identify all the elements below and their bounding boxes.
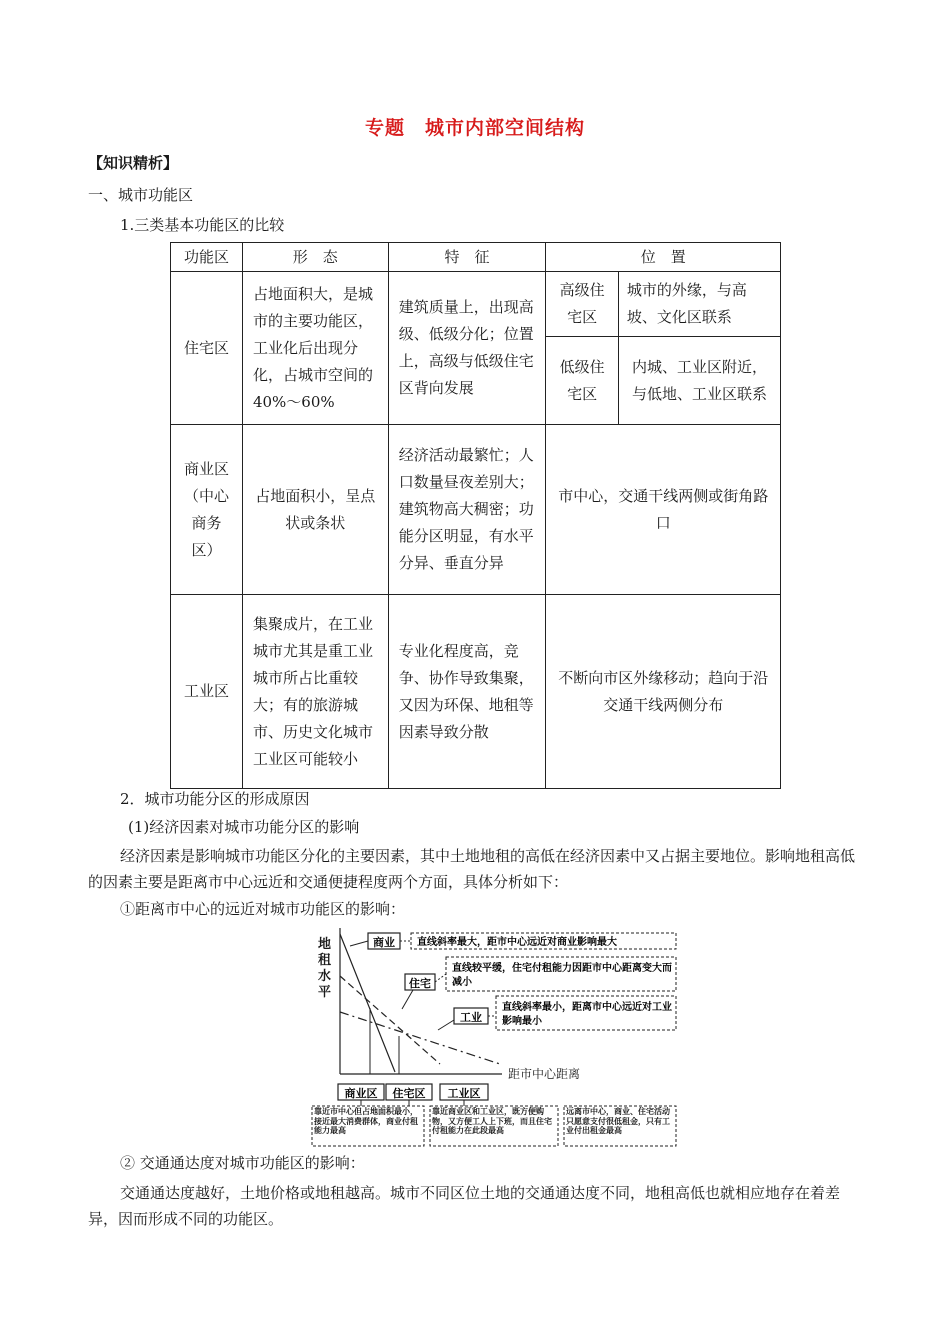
industrial-note: 直线斜率最小，距离市中心远近对工业影响最小 xyxy=(502,1002,672,1027)
section-tag: 【知识精析】 xyxy=(88,154,179,172)
residential-leader xyxy=(402,990,413,1009)
header-location: 位 置 xyxy=(546,243,781,272)
item-distance: ①距离市中心的远近对城市功能区的影响： xyxy=(120,900,406,918)
subheading-causes: 2．城市功能分区的形成原因 xyxy=(120,790,310,808)
svg-text:平: 平 xyxy=(318,985,332,1000)
header-form: 形 态 xyxy=(242,243,388,272)
zone-residential-note: 靠近商业区和工业区，既方便购物，又方便工人上下班，而且住宅付租能力在此段最高 xyxy=(432,1107,552,1135)
bid-rent-diagram xyxy=(310,924,695,1148)
header-area: 功能区 xyxy=(171,243,243,272)
comparison-table xyxy=(170,242,781,789)
header-feature: 特 征 xyxy=(388,243,546,272)
residential-name: 住宅区 xyxy=(171,272,243,425)
table-header-row xyxy=(171,243,781,272)
zone-industrial-note: 远离市中心，商业、住宅活动只愿意支付很低租金，只有工业付出租金最高 xyxy=(566,1107,670,1135)
commercial-name: 商业区（中心商务区） xyxy=(171,425,243,595)
commercial-note: 直线斜率最大，距市中心远近对商业影响最大 xyxy=(417,937,617,948)
high-residential-location: 城市的外缘，与高坡、文化区联系 xyxy=(618,272,780,337)
low-residential-label: 低级住宅区 xyxy=(546,337,618,424)
heading-functional-areas: 一、城市功能区 xyxy=(88,186,194,204)
subheading-economic: (1)经济因素对城市功能分区的影响 xyxy=(128,818,360,836)
svg-text:水: 水 xyxy=(318,969,332,984)
industrial-location: 不断向市区外缘移动；趋向于沿交通干线两侧分布 xyxy=(546,595,781,789)
low-residential-location: 内城、工业区附近，与低地、工业区联系 xyxy=(618,337,780,424)
residential-form: 占地面积大，是城市的主要功能区，工业化后出现分化，占城市空间的40%～60% xyxy=(242,272,388,425)
paragraph-economic: 经济因素是影响城市功能区分化的主要因素，其中土地地租的高低在经济因素中又占据主要地位。影响地租高低的因素主要是距离市中心远近和交通便捷程度两个方面，具体分析如下： xyxy=(88,847,856,891)
residential-feature: 建筑质量上，出现高级、低级分化；位置上，高级与低级住宅区背向发展 xyxy=(388,272,546,425)
residential-location xyxy=(546,272,781,425)
svg-text:地: 地 xyxy=(318,937,332,952)
table-row-residential xyxy=(171,272,781,425)
item-traffic: ② 交通通达度对城市功能区的影响： xyxy=(120,1154,365,1172)
commercial-location: 市中心，交通干线两侧或街角路口 xyxy=(546,425,781,595)
industrial-feature: 专业化程度高，竞争、协作导致集聚，又因为环保、地租等因素导致分散 xyxy=(388,595,546,789)
paragraph-traffic: 交通通达度越好，土地价格或地租越高。城市不同区位土地的交通通达度不同，地租高低也就相应地存在着差异，因而形成不同的功能区。 xyxy=(88,1184,841,1228)
commercial-curve xyxy=(340,934,395,1072)
commercial-form: 占地面积小，呈点状或条状 xyxy=(242,425,388,595)
svg-text:租: 租 xyxy=(318,953,332,968)
page-title: 专题 城市内部空间结构 xyxy=(364,117,585,139)
zone-residential: 住宅区 xyxy=(392,1087,426,1100)
zone-commercial: 商业区 xyxy=(344,1087,378,1100)
commercial-leader xyxy=(350,941,368,946)
industrial-form: 集聚成片，在工业城市尤其是重工业城市所占比重较大；有的旅游城市、历史文化城市工业区可能较小 xyxy=(242,595,388,789)
residential-curve-label: 住宅 xyxy=(409,977,431,990)
subheading-comparison: 1.三类基本功能区的比较 xyxy=(120,216,285,234)
industrial-leader xyxy=(438,1020,454,1030)
x-axis-label: 距市中心距离 xyxy=(508,1067,581,1081)
high-residential-label: 高级住宅区 xyxy=(546,272,618,337)
residential-location-subtable xyxy=(546,272,780,424)
table-row-industrial xyxy=(171,595,781,789)
commercial-curve-label: 商业 xyxy=(373,936,395,949)
commercial-feature: 经济活动最繁忙；人口数量昼夜差别大；建筑物高大稠密；功能分区明显，有水平分异、垂直分异 xyxy=(388,425,546,595)
zone-industrial: 工业区 xyxy=(447,1087,481,1100)
zone-commercial-note: 靠近市中心但占地面积最小，接近最大消费群体，商业付租能力最高 xyxy=(314,1107,418,1135)
table-row-commercial xyxy=(171,425,781,595)
industrial-curve-label: 工业 xyxy=(460,1011,482,1024)
y-axis-label xyxy=(318,936,332,1000)
residential-note: 直线较平缓，住宅付租能力因距市中心距离变大而减小 xyxy=(452,963,672,988)
industrial-name: 工业区 xyxy=(171,595,243,789)
